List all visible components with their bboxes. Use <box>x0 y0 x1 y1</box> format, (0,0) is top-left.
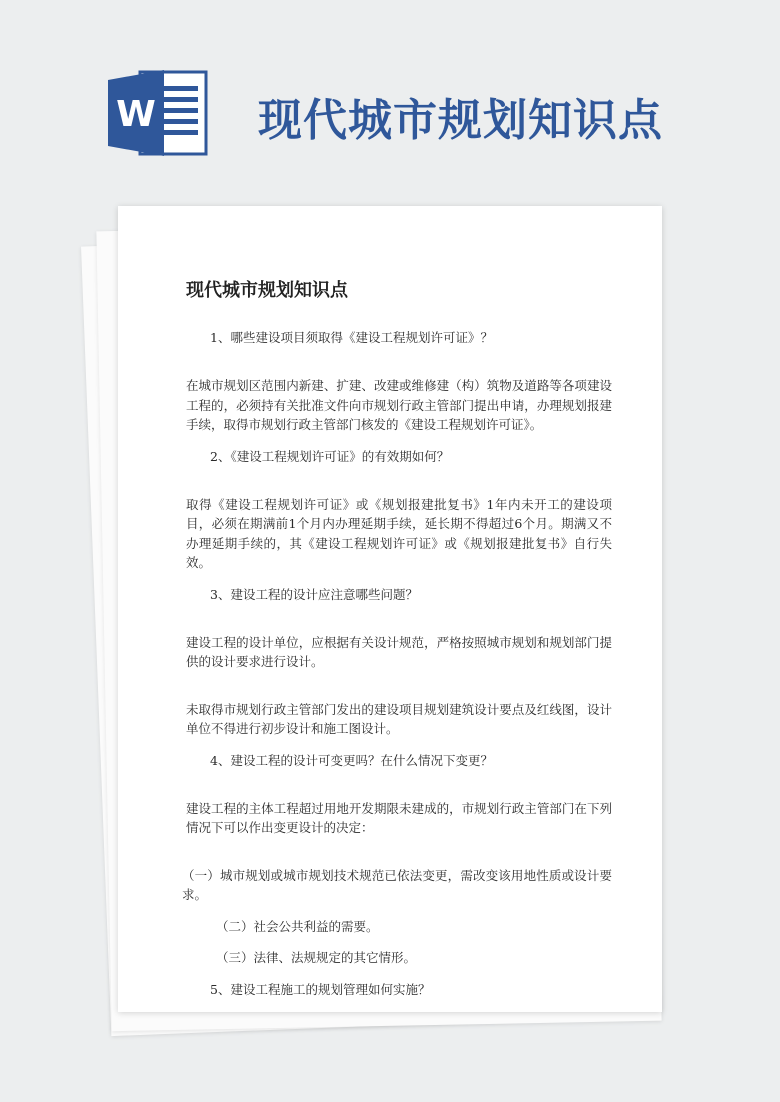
question-1: 1、哪些建设项目须取得《建设工程规划许可证》？ <box>210 330 493 345</box>
document-page <box>118 206 662 1012</box>
list-item: （二）社会公共利益的需要。 <box>216 918 379 934</box>
answer-paragraph: 未取得市规划行政主管部门发出的建设项目规划建筑设计要点及红线图，设计单位不得进行初步设计和施工图设计。 <box>186 701 612 736</box>
answer-paragraph: 建设工程的主体工程超过用地开发期限未建成的，市规划行政主管部门在下列情况下可以作出变更设计的决定： <box>186 800 612 835</box>
answer-paragraph: 取得《建设工程规划许可证》或《规划报建批复书》1年内未开工的建设项目，必须在期满前1个月内办理延期手续，延长期不得超过6个月。期满又不办理延期手续的，其《建设工程规划许可证》或《规划报建批复书》自行失效。 <box>186 496 612 570</box>
question-5: 5、建设工程施工的规划管理如何实施？ <box>210 981 431 997</box>
list-item: （三）法律、法规规定的其它情形。 <box>216 950 417 965</box>
list-item: （一）城市规划或城市规划技术规范已依法变更，需改变该用地性质或设计要求。 <box>182 867 612 902</box>
answer-paragraph: 建设工程的设计单位，应根据有关设计规范，严格按照城市规划和规划部门提供的设计要求进行设计。 <box>186 634 612 669</box>
svg-text:W: W <box>116 94 156 135</box>
question-3: 3、建设工程的设计应注意哪些问题？ <box>210 586 418 602</box>
answer-paragraph: 在城市规划区范围内新建、扩建、改建或维修建（构）筑物及道路等各项建设工程的，必须持有关批准文件向市规划行政主管部门提出申请，办理规划报建手续，取得市规划行政主管部门核发的《建设工程规划许可证》。 <box>186 378 612 432</box>
question-4: 4、建设工程的设计可变更吗？在什么情况下变更？ <box>210 752 493 768</box>
document-title: 现代城市规划知识点 <box>186 280 348 301</box>
banner-title: 现代城市规划知识点 <box>258 95 663 146</box>
document-body <box>182 276 612 1028</box>
word-icon <box>108 70 208 156</box>
question-2: 2、《建设工程规划许可证》的有效期如何？ <box>210 448 450 464</box>
